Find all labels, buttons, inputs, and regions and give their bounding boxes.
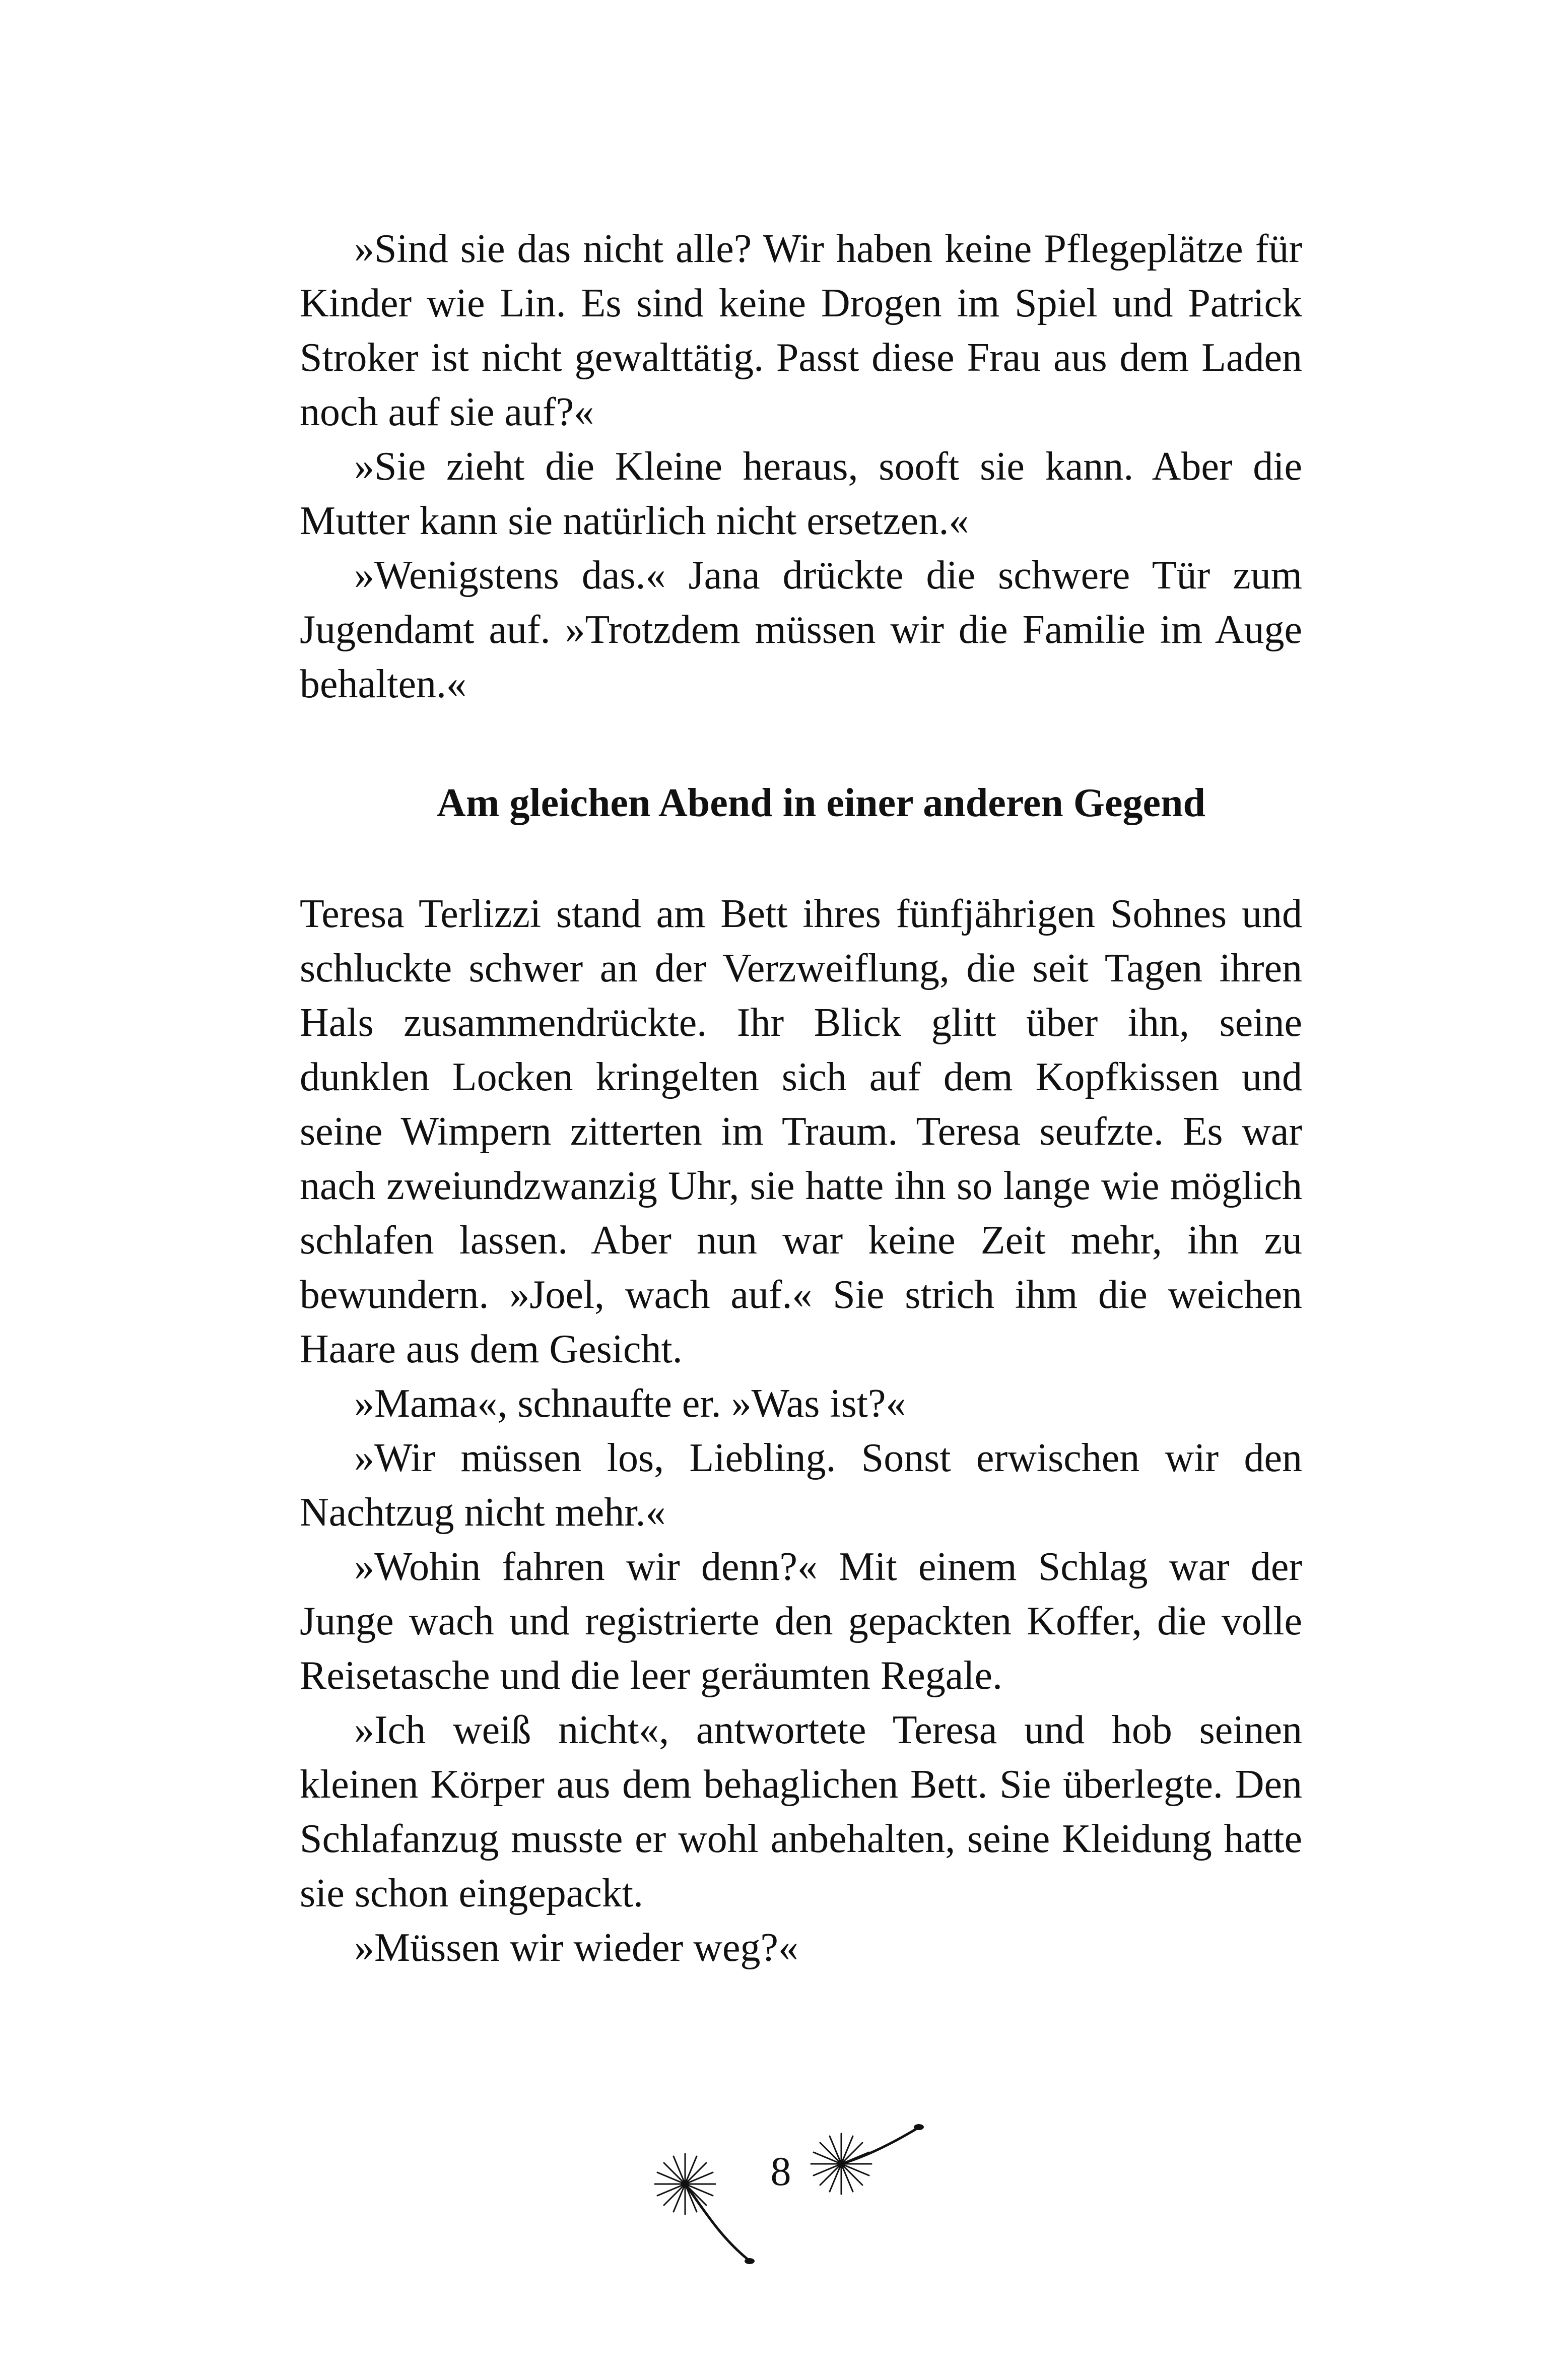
paragraph: »Sie zieht die Kleine heraus, sooft sie kann. Aber die Mutter kann sie natürlich nicht ersetzen.« [300,444,1302,543]
dandelion-seed-icon [645,2136,761,2267]
dandelion-seed-icon [796,2116,927,2207]
paragraph: »Sind sie das nicht alle? Wir haben keine Pflegeplätze für Kinder wie Lin. Es sind keine Drogen im Spiel und Patrick Stroker ist nicht gewalttätig. Passt diese Frau aus dem Laden noch auf sie auf?« [300,227,1302,434]
paragraph: »Müssen wir wieder weg?« [354,1926,798,1970]
section-heading: Am gleichen Abend in einer anderen Gegend [436,781,1205,825]
paragraph: »Ich weiß nicht«, antwortete Teresa und hob seinen kleinen Körper aus dem behaglichen Bett. Sie überlegte. Den Schlafanzug musste er wohl anbehalten, seine Kleidung hatte sie schon eingepackt. [300,1708,1302,1915]
page-number: 8 [770,2148,791,2194]
paragraph: »Wenigstens das.« Jana drückte die schwere Tür zum Jugendamt auf. »Trotzdem müssen wir die Familie im Auge behalten.« [300,553,1302,706]
paragraph: Teresa Terlizzi stand am Bett ihres fünfjährigen Sohnes und schluckte schwer an der Verzweiflung, die seit Tagen ihren Hals zusammendrückte. Ihr Blick glitt über ihn, seine dunklen Locken kringelten sich auf dem Kopfkissen und seine Wimpern zitterten im Traum. Teresa seufzte. Es war nach zweiundzwanzig Uhr, sie hatte ihn so lange wie möglich schlafen lassen. Aber nun war keine Zeit mehr, ihn zu bewundern. »Joel, wach auf.« Sie strich ihm die weichen Haare aus dem Gesicht. [300,892,1302,1371]
paragraph: »Wir müssen los, Liebling. Sonst erwischen wir den Nachtzug nicht mehr.« [300,1436,1302,1535]
page-text [300,222,1302,1975]
page-footer [645,2116,927,2267]
paragraph: »Wohin fahren wir denn?« Mit einem Schlag war der Junge wach und registrierte den gepackten Koffer, die volle Reisetasche und die leer geräumten Regale. [300,1545,1302,1698]
paragraph: »Mama«, schnaufte er. »Was ist?« [354,1381,906,1426]
